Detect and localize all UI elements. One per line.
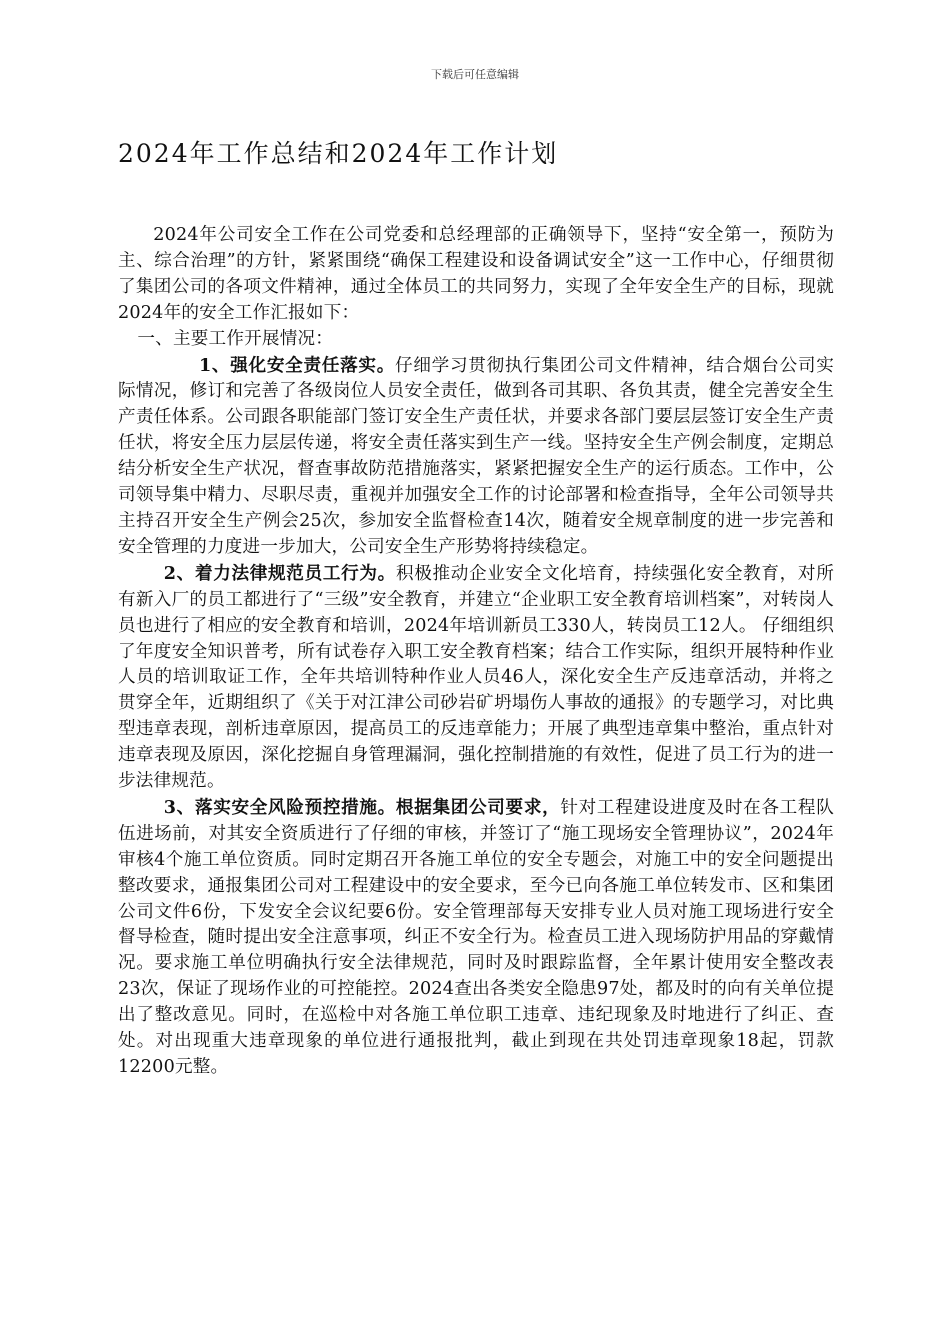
- item-paragraph-1: [118, 353, 834, 561]
- item-lead-2: 2、着力法律规范员工行为。: [163, 562, 396, 584]
- item-lead-3: 3、落实安全风险预控措施。根据集团公司要求，: [163, 796, 561, 818]
- intro-paragraph: 2024年公司安全工作在公司党委和总经理部的正确领导下，坚持“安全第一，预防为主、综合治理”的方针，紧紧围绕“确保工程建设和设备调试安全”这一工作中心，仔细贯彻了集团公司的各项文件精神，通过全体员工的共同努力，实现了全年安全生产的目标，现就2024年的安全工作汇报如下：: [118, 225, 834, 323]
- document-title: 2024年工作总结和2024年工作计划: [118, 139, 559, 168]
- item-paragraph-2: [118, 561, 834, 795]
- page-header-note: 下载后可任意编辑: [431, 68, 519, 81]
- document-body: [118, 223, 834, 1081]
- section-heading: 一、主要工作开展情况：: [137, 328, 334, 349]
- item-lead-1: 1、强化安全责任落实。: [198, 354, 396, 376]
- item-text-3: 针对工程建设进度及时在各工程队伍进场前，对其安全资质进行了仔细的审核，并签订了“施工现场安全管理协议”，2024年审核4个施工单位资质。同时定期召开各施工单位的安全专题会，对施工中的安全问题提出整改要求，通报集团公司对工程建设中的安全要求，至今已向各施工单位转发市、区和集团公司文件6份，下发安全会议纪要6份。安全管理部每天安排专业人员对施工现场进行安全督导检查，随时提出安全注意事项，纠正不安全行为。检查员工进入现场防护用品的穿戴情况。要求施工单位明确执行安全法律规范，同时及时跟踪监督，全年累计使用安全整改表23次，保证了现场作业的可控能控。2024查出各类安全隐患97处，都及时的向有关单位提出了整改意见。同时，在巡检中对各施工单位职工违章、违纪现象及时地进行了纠正、查处。对出现重大违章现象的单位进行通报批判，截止到现在共处罚违章现象18起，罚款12200元整。: [118, 797, 834, 1077]
- item-paragraph-3: [118, 795, 834, 1081]
- item-text-2: 积极推动企业安全文化培育，持续强化安全教育，对所有新入厂的员工都进行了“三级”安全教育，并建立“企业职工安全教育培训档案”，对转岗人员也进行了相应的安全教育和培训，2024年培训新员工330人，转岗员工12人。 仔细组织了年度安全知识普考，所有试卷存入职工安全教育档案；结合工作实际，组织开展特种作业人员的培训取证工作，全年共培训特种作业人员46人，深化安全生产反违章活动，并将之贯穿全年，近期组织了《关于对江津公司砂岩矿坍塌伤人事故的通报》的专题学习，对比典型违章表现，剖析违章原因，提高员工的反违章能力；开展了典型违章集中整治，重点针对违章表现及原因，深化挖掘自身管理漏洞，强化控制措施的有效性，促进了员工行为的进一步法律规范。: [118, 563, 834, 792]
- item-text-1: 仔细学习贯彻执行集团公司文件精神，结合烟台公司实际情况，修订和完善了各级岗位人员安全责任，做到各司其职、各负其责，健全完善安全生产责任体系。公司跟各职能部门签订安全生产责任状，并要求各部门要层层签订安全生产责任状，将安全压力层层传递，将安全责任落实到生产一线。坚持安全生产例会制度，定期总结分析安全生产状况，督查事故防范措施落实，紧紧把握安全生产的运行质态。工作中，公司领导集中精力、尽职尽责，重视并加强安全工作的讨论部署和检查指导，全年公司领导共主持召开安全生产例会25次，参加安全监督检查14次，随着安全规章制度的进一步完善和安全管理的力度进一步加大，公司安全生产形势将持续稳定。: [118, 355, 834, 557]
